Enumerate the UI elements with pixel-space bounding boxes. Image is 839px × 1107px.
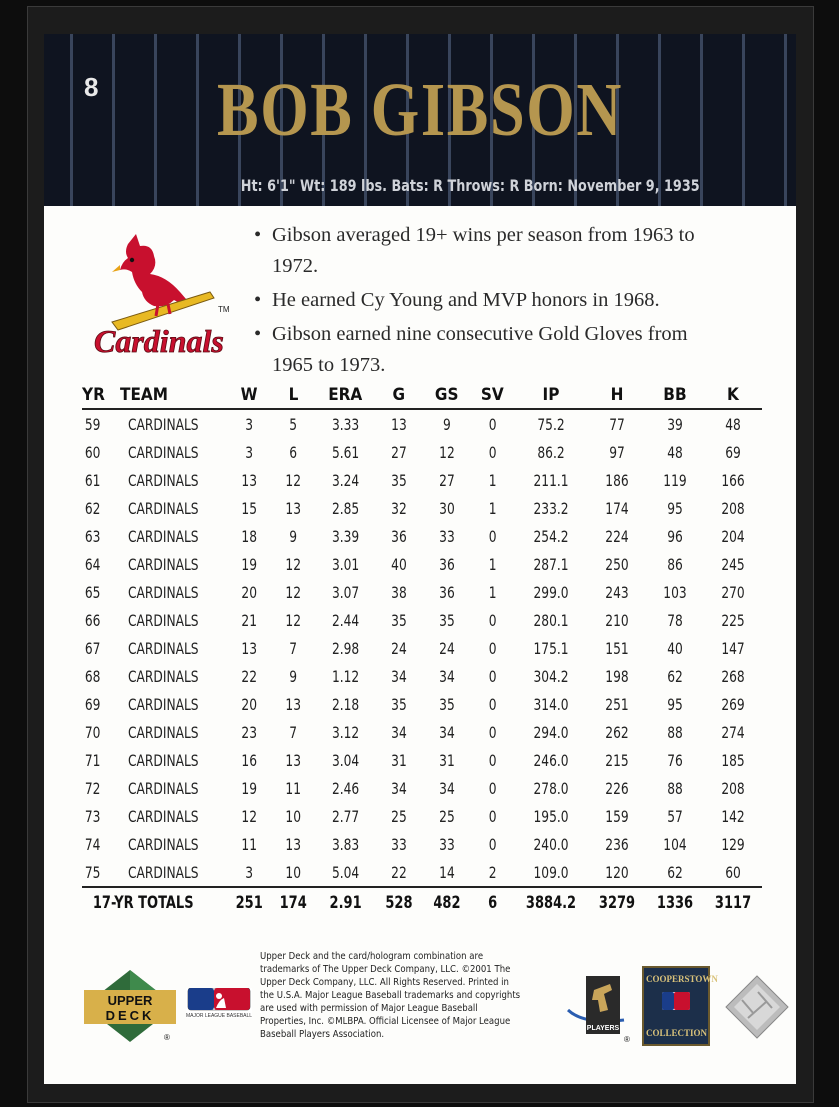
stat-cell-yr: 67 xyxy=(84,638,101,658)
stat-cell-yr: 68 xyxy=(84,666,101,686)
stat-cell-w: 3 xyxy=(245,862,253,882)
player-facts xyxy=(254,220,724,384)
stat-cell-sv: 0 xyxy=(488,610,497,630)
stat-cell-l: 13 xyxy=(285,750,302,770)
stat-cell-k: 269 xyxy=(721,694,745,714)
table-row xyxy=(82,550,762,578)
stat-cell-sv: 0 xyxy=(488,526,497,546)
card-header xyxy=(44,34,796,206)
table-row xyxy=(82,634,762,662)
cardinals-logo-icon xyxy=(88,232,238,362)
column-header-w: W xyxy=(227,382,271,409)
stat-cell-gs: 33 xyxy=(438,834,455,854)
stat-cell-bb: 62 xyxy=(667,862,683,882)
stat-cell-w: 18 xyxy=(241,526,257,546)
column-header-l: L xyxy=(271,382,315,409)
stat-cell-gs: 14 xyxy=(438,862,455,882)
stat-cell-k: 208 xyxy=(721,778,745,798)
stat-cell-sv: 0 xyxy=(488,638,497,658)
stat-cell-era: 3.33 xyxy=(331,414,359,434)
table-row xyxy=(82,409,762,438)
stat-cell-yr: 70 xyxy=(84,722,101,742)
player-name: BOB GIBSON xyxy=(216,68,624,152)
stat-cell-w: 13 xyxy=(241,470,257,490)
stat-cell-gs: 33 xyxy=(438,526,455,546)
stat-cell-yr: 59 xyxy=(84,414,101,434)
totals-cell: 1336 xyxy=(650,887,699,918)
stat-cell-sv: 0 xyxy=(488,442,497,462)
stat-cell-w: 13 xyxy=(241,638,257,658)
stat-cell-bb: 62 xyxy=(667,666,683,686)
stat-cell-era: 3.39 xyxy=(331,526,359,546)
career-stats-table xyxy=(82,382,762,918)
stat-cell-team: CARDINALS xyxy=(128,638,199,658)
column-header-bb: BB xyxy=(646,382,704,409)
stat-cell-l: 6 xyxy=(289,442,298,462)
stat-cell-era: 3.12 xyxy=(331,722,359,742)
stat-cell-gs: 35 xyxy=(438,610,455,630)
stat-cell-gs: 34 xyxy=(438,778,455,798)
registered-mark: ® xyxy=(624,1035,630,1044)
stat-cell-era: 5.61 xyxy=(331,442,359,462)
column-header-h: H xyxy=(588,382,646,409)
column-header-sv: SV xyxy=(471,382,514,409)
stat-cell-era: 3.04 xyxy=(331,750,359,770)
stat-cell-l: 5 xyxy=(289,414,298,434)
fact-text: He earned Cy Young and MVP honors in 1968. xyxy=(272,289,660,311)
trademark-symbol: TM xyxy=(218,305,230,314)
stat-cell-ip: 240.0 xyxy=(533,834,569,854)
stat-cell-gs: 9 xyxy=(442,414,451,434)
stat-cell-ip: 254.2 xyxy=(533,526,569,546)
stat-cell-bb: 95 xyxy=(667,694,683,714)
stat-cell-h: 97 xyxy=(609,442,625,462)
column-header-gs: GS xyxy=(423,382,471,409)
table-row xyxy=(82,830,762,858)
stat-cell-gs: 35 xyxy=(438,694,455,714)
stat-cell-ip: 211.1 xyxy=(533,470,569,490)
stat-cell-h: 120 xyxy=(605,862,629,882)
stat-cell-era: 1.12 xyxy=(331,666,359,686)
stat-cell-g: 35 xyxy=(390,610,407,630)
stat-cell-bb: 57 xyxy=(667,806,683,826)
stat-cell-ip: 86.2 xyxy=(537,442,565,462)
mlb-caption: MAJOR LEAGUE BASEBALL xyxy=(186,1013,252,1018)
stat-cell-h: 250 xyxy=(605,554,629,574)
stat-cell-ip: 294.0 xyxy=(533,722,569,742)
stat-cell-sv: 0 xyxy=(488,750,497,770)
stat-cell-sv: 0 xyxy=(488,666,497,686)
table-row xyxy=(82,774,762,802)
stat-cell-l: 12 xyxy=(285,470,302,490)
stat-cell-ip: 175.1 xyxy=(533,638,569,658)
stat-cell-g: 34 xyxy=(390,666,407,686)
stat-cell-g: 27 xyxy=(390,442,407,462)
stat-cell-era: 2.46 xyxy=(331,778,359,798)
stat-cell-team: CARDINALS xyxy=(128,470,199,490)
player-bio: Ht: 6'1" Wt: 189 lbs. Bats: R Throws: R Born: November 9, 1935 xyxy=(241,176,700,195)
stat-cell-l: 11 xyxy=(285,778,302,798)
stat-cell-yr: 66 xyxy=(84,610,101,630)
stat-cell-ip: 299.0 xyxy=(533,582,569,602)
stat-cell-era: 2.44 xyxy=(331,610,359,630)
stat-cell-h: 210 xyxy=(605,610,629,630)
stat-cell-gs: 27 xyxy=(438,470,455,490)
stat-cell-era: 2.85 xyxy=(331,498,359,518)
stat-cell-g: 33 xyxy=(390,834,407,854)
stat-cell-gs: 34 xyxy=(438,722,455,742)
stat-cell-ip: 278.0 xyxy=(533,778,569,798)
stat-cell-era: 2.77 xyxy=(331,806,359,826)
stat-cell-team: CARDINALS xyxy=(128,526,199,546)
stat-cell-era: 2.98 xyxy=(331,638,359,658)
baseball-card-back xyxy=(44,34,796,1084)
upper-deck-logo-icon xyxy=(84,970,176,1042)
stat-cell-w: 19 xyxy=(241,554,257,574)
stat-cell-h: 251 xyxy=(605,694,629,714)
stat-cell-w: 15 xyxy=(241,498,257,518)
stat-cell-bb: 86 xyxy=(667,554,683,574)
stat-cell-sv: 0 xyxy=(488,722,497,742)
stat-cell-l: 12 xyxy=(285,582,302,602)
stat-cell-sv: 1 xyxy=(488,498,497,518)
fact-item xyxy=(254,220,724,282)
totals-cell: 3279 xyxy=(592,887,641,918)
stat-cell-gs: 31 xyxy=(438,750,455,770)
stat-cell-w: 3 xyxy=(245,442,253,462)
stat-cell-era: 2.18 xyxy=(331,694,359,714)
stat-cell-l: 7 xyxy=(289,722,298,742)
cooperstown-text: COOPERSTOWN xyxy=(646,974,718,984)
stat-cell-h: 151 xyxy=(605,638,629,658)
stat-cell-h: 198 xyxy=(605,666,629,686)
stat-cell-ip: 304.2 xyxy=(533,666,569,686)
fact-item xyxy=(254,285,724,316)
players-choice-logo-icon xyxy=(564,970,634,1045)
stat-cell-gs: 12 xyxy=(438,442,455,462)
stat-cell-k: 268 xyxy=(721,666,745,686)
stat-cell-w: 23 xyxy=(241,722,257,742)
stat-cell-k: 129 xyxy=(721,834,745,854)
stat-cell-k: 48 xyxy=(725,414,741,434)
stat-cell-yr: 63 xyxy=(84,526,101,546)
stat-cell-k: 142 xyxy=(721,806,745,826)
column-header-ip: IP xyxy=(514,382,588,409)
table-row xyxy=(82,606,762,634)
stat-cell-w: 19 xyxy=(241,778,257,798)
stat-cell-era: 5.04 xyxy=(331,862,359,882)
totals-cell: 2.91 xyxy=(320,887,370,918)
stat-cell-l: 9 xyxy=(289,526,298,546)
stat-cell-ip: 287.1 xyxy=(533,554,569,574)
stat-cell-sv: 0 xyxy=(488,694,497,714)
stat-cell-bb: 76 xyxy=(667,750,683,770)
stat-cell-k: 166 xyxy=(721,470,745,490)
stat-cell-sv: 0 xyxy=(488,778,497,798)
stat-cell-yr: 62 xyxy=(84,498,101,518)
stat-cell-h: 77 xyxy=(609,414,625,434)
stat-cell-gs: 24 xyxy=(438,638,455,658)
stat-cell-bb: 88 xyxy=(667,778,683,798)
stats-body xyxy=(82,409,762,918)
column-header-team: TEAM xyxy=(120,382,227,409)
legal-text: Upper Deck and the card/hologram combination are trademarks of The Upper Deck Company, LLC. ©2001 The Upper Deck Company, LLC. All Rights Reserved. Printed in the U.S.A. Major League Baseball trademarks and copyrights are used with permission of Major League Baseball Properties, Inc. ©MLBPA. Official Licensee of Major League Baseball Players Association. xyxy=(260,951,521,1040)
card-number: 8 xyxy=(84,72,99,102)
stat-cell-g: 25 xyxy=(390,806,407,826)
stat-cell-team: CARDINALS xyxy=(128,582,199,602)
totals-cell: 528 xyxy=(378,887,419,918)
stat-cell-g: 40 xyxy=(390,554,407,574)
stat-cell-h: 262 xyxy=(605,722,629,742)
stat-cell-w: 11 xyxy=(241,834,257,854)
stat-cell-ip: 314.0 xyxy=(533,694,569,714)
stat-cell-era: 3.83 xyxy=(331,834,359,854)
stat-cell-k: 208 xyxy=(721,498,745,518)
stat-cell-l: 9 xyxy=(289,666,298,686)
stat-cell-h: 174 xyxy=(605,498,629,518)
stat-cell-w: 22 xyxy=(241,666,257,686)
stat-cell-g: 34 xyxy=(390,722,407,742)
stat-cell-gs: 25 xyxy=(438,806,455,826)
stat-cell-team: CARDINALS xyxy=(128,862,199,882)
stat-cell-l: 7 xyxy=(289,638,298,658)
upper-deck-line2: DECK xyxy=(105,1008,155,1023)
stat-cell-g: 24 xyxy=(390,638,407,658)
mlb-logo-icon xyxy=(186,988,252,1018)
stat-cell-g: 38 xyxy=(390,582,407,602)
stat-cell-ip: 246.0 xyxy=(533,750,569,770)
stat-cell-team: CARDINALS xyxy=(128,498,199,518)
table-row xyxy=(82,494,762,522)
table-row xyxy=(82,466,762,494)
stat-cell-team: CARDINALS xyxy=(128,666,199,686)
stat-cell-gs: 30 xyxy=(438,498,455,518)
stat-cell-bb: 103 xyxy=(663,582,687,602)
stat-cell-era: 3.07 xyxy=(331,582,359,602)
stat-cell-bb: 119 xyxy=(663,470,687,490)
stat-cell-bb: 88 xyxy=(667,722,683,742)
stat-cell-ip: 75.2 xyxy=(537,414,565,434)
bullet-icon: • xyxy=(254,289,262,311)
column-header-k: K xyxy=(704,382,762,409)
stat-cell-l: 13 xyxy=(285,694,302,714)
footer xyxy=(84,951,764,1056)
totals-cell: 3884.2 xyxy=(520,887,583,918)
stat-cell-sv: 0 xyxy=(488,834,497,854)
column-header-g: G xyxy=(375,382,423,409)
stat-cell-team: CARDINALS xyxy=(128,834,199,854)
stat-cell-team: CARDINALS xyxy=(128,694,199,714)
column-header-yr: YR xyxy=(82,382,120,409)
stat-cell-h: 186 xyxy=(605,470,629,490)
stat-cell-ip: 109.0 xyxy=(533,862,569,882)
bullet-icon: • xyxy=(254,323,262,345)
stat-cell-era: 3.24 xyxy=(331,470,359,490)
stat-cell-bb: 40 xyxy=(667,638,683,658)
players-text: PLAYERS xyxy=(586,1025,620,1032)
mlb-mini-icon xyxy=(662,992,690,1016)
stat-cell-team: CARDINALS xyxy=(128,778,199,798)
cardinals-wordmark: Cardinals xyxy=(94,323,224,359)
stat-cell-g: 36 xyxy=(390,526,407,546)
totals-cell: 3117 xyxy=(708,887,757,918)
stat-cell-yr: 65 xyxy=(84,582,101,602)
stat-cell-era: 3.01 xyxy=(331,554,359,574)
stat-cell-sv: 2 xyxy=(488,862,497,882)
stat-cell-team: CARDINALS xyxy=(128,610,199,630)
stat-cell-g: 13 xyxy=(390,414,407,434)
stat-cell-ip: 280.1 xyxy=(533,610,569,630)
fact-text: Gibson averaged 19+ wins per season from 1963 to 1972. xyxy=(272,224,695,277)
stat-cell-yr: 64 xyxy=(84,554,101,574)
stat-cell-team: CARDINALS xyxy=(128,414,199,434)
stat-cell-g: 31 xyxy=(390,750,407,770)
stat-cell-team: CARDINALS xyxy=(128,806,199,826)
totals-cell: 6 xyxy=(474,887,511,918)
totals-cell: 482 xyxy=(426,887,467,918)
table-row xyxy=(82,802,762,830)
stat-cell-w: 21 xyxy=(241,610,257,630)
stat-cell-g: 34 xyxy=(390,778,407,798)
stat-cell-bb: 78 xyxy=(667,610,683,630)
stat-cell-l: 12 xyxy=(285,554,302,574)
table-row xyxy=(82,746,762,774)
stat-cell-h: 243 xyxy=(605,582,629,602)
stat-cell-sv: 1 xyxy=(488,470,497,490)
stat-cell-ip: 233.2 xyxy=(533,498,569,518)
stat-cell-yr: 74 xyxy=(84,834,101,854)
stat-cell-g: 35 xyxy=(390,470,407,490)
stat-cell-w: 3 xyxy=(245,414,253,434)
totals-label: 17-YR TOTALS xyxy=(93,887,216,918)
stat-cell-bb: 104 xyxy=(663,834,687,854)
stat-cell-g: 32 xyxy=(390,498,407,518)
stat-cell-team: CARDINALS xyxy=(128,750,199,770)
stat-cell-yr: 69 xyxy=(84,694,101,714)
stat-cell-yr: 75 xyxy=(84,862,101,882)
table-row xyxy=(82,690,762,718)
stat-cell-l: 10 xyxy=(285,806,302,826)
stat-cell-gs: 34 xyxy=(438,666,455,686)
stat-cell-bb: 39 xyxy=(667,414,683,434)
stat-cell-k: 60 xyxy=(725,862,741,882)
stat-cell-w: 20 xyxy=(241,582,257,602)
stat-cell-team: CARDINALS xyxy=(128,722,199,742)
stat-cell-k: 245 xyxy=(721,554,745,574)
stat-cell-k: 185 xyxy=(721,750,745,770)
stat-cell-w: 12 xyxy=(241,806,257,826)
stat-cell-h: 224 xyxy=(605,526,629,546)
collection-text: COLLECTION xyxy=(646,1028,708,1038)
stat-cell-g: 35 xyxy=(390,694,407,714)
table-row xyxy=(82,578,762,606)
fact-item xyxy=(254,319,724,381)
stat-cell-gs: 36 xyxy=(438,554,455,574)
stat-cell-yr: 61 xyxy=(84,470,101,490)
table-row xyxy=(82,858,762,887)
hologram-icon xyxy=(724,974,790,1040)
table-row xyxy=(82,522,762,550)
stat-cell-l: 10 xyxy=(285,862,302,882)
stat-cell-w: 16 xyxy=(241,750,257,770)
stat-cell-sv: 1 xyxy=(488,582,497,602)
stat-cell-yr: 73 xyxy=(84,806,101,826)
stat-cell-sv: 0 xyxy=(488,806,497,826)
stat-cell-h: 159 xyxy=(605,806,629,826)
stat-cell-team: CARDINALS xyxy=(128,442,199,462)
stat-cell-bb: 95 xyxy=(667,498,683,518)
bullet-icon: • xyxy=(254,224,262,246)
stat-cell-l: 13 xyxy=(285,498,302,518)
stat-cell-h: 226 xyxy=(605,778,629,798)
stat-cell-bb: 96 xyxy=(667,526,683,546)
stat-cell-k: 225 xyxy=(721,610,745,630)
stats-header-row xyxy=(82,382,762,409)
stat-cell-h: 236 xyxy=(605,834,629,854)
stat-cell-h: 215 xyxy=(605,750,629,770)
stat-cell-w: 20 xyxy=(241,694,257,714)
table-row xyxy=(82,662,762,690)
stat-cell-bb: 48 xyxy=(667,442,683,462)
stat-cell-ip: 195.0 xyxy=(533,806,569,826)
stat-cell-gs: 36 xyxy=(438,582,455,602)
upper-deck-line1: UPPER xyxy=(107,993,153,1008)
stat-cell-g: 22 xyxy=(390,862,407,882)
stat-cell-yr: 60 xyxy=(84,442,101,462)
stat-cell-k: 274 xyxy=(721,722,745,742)
cooperstown-collection-logo xyxy=(642,966,718,1046)
stat-cell-sv: 0 xyxy=(488,414,497,434)
fact-text: Gibson earned nine consecutive Gold Gloves from 1965 to 1973. xyxy=(272,323,688,376)
stat-cell-sv: 1 xyxy=(488,554,497,574)
stat-cell-k: 270 xyxy=(721,582,745,602)
totals-row xyxy=(82,887,762,918)
stat-cell-team: CARDINALS xyxy=(128,554,199,574)
stat-cell-yr: 71 xyxy=(84,750,101,770)
stat-cell-k: 69 xyxy=(725,442,741,462)
column-header-era: ERA xyxy=(316,382,375,409)
table-row xyxy=(82,718,762,746)
totals-cell: 251 xyxy=(230,887,268,918)
stat-cell-l: 12 xyxy=(285,610,302,630)
stat-cell-k: 147 xyxy=(721,638,745,658)
stat-cell-yr: 72 xyxy=(84,778,101,798)
totals-cell: 174 xyxy=(275,887,313,918)
stat-cell-l: 13 xyxy=(285,834,302,854)
registered-mark: ® xyxy=(164,1033,170,1042)
stat-cell-k: 204 xyxy=(721,526,745,546)
table-row xyxy=(82,438,762,466)
